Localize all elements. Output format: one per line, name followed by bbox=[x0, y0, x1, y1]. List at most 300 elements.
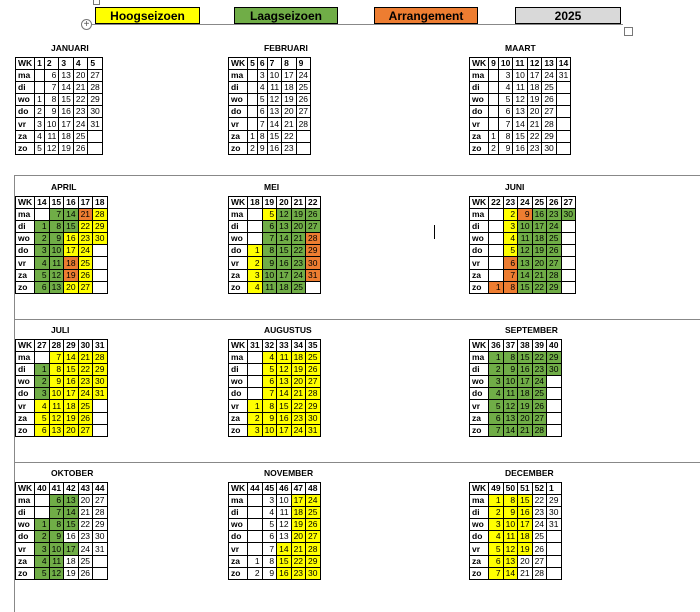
day-cell: 1 bbox=[248, 400, 262, 412]
day-cell: 12 bbox=[44, 142, 58, 154]
day-cell: 11 bbox=[267, 82, 281, 94]
day-cell: 26 bbox=[73, 142, 87, 154]
day-cell: 21 bbox=[518, 567, 532, 579]
day-cell: 10 bbox=[503, 376, 517, 388]
day-cell: 31 bbox=[93, 543, 107, 555]
day-cell: 18 bbox=[527, 82, 541, 94]
day-cell: 7 bbox=[49, 209, 63, 221]
day-label: za bbox=[16, 555, 35, 567]
day-row bbox=[229, 209, 321, 221]
day-label: za bbox=[470, 269, 489, 281]
week-number: 46 bbox=[277, 483, 291, 495]
day-cell: 18 bbox=[282, 82, 296, 94]
week-number: 12 bbox=[527, 58, 541, 70]
day-label: vr bbox=[470, 400, 489, 412]
day-cell: 19 bbox=[527, 94, 541, 106]
day-row bbox=[229, 82, 311, 94]
day-cell: 28 bbox=[296, 118, 310, 130]
day-label: do bbox=[16, 388, 35, 400]
day-cell: 27 bbox=[547, 257, 561, 269]
day-label: ma bbox=[16, 209, 35, 221]
day-cell: 26 bbox=[547, 245, 561, 257]
week-number: 43 bbox=[78, 483, 92, 495]
day-cell: 27 bbox=[78, 281, 92, 293]
day-cell: 6 bbox=[35, 424, 49, 436]
day-label: za bbox=[16, 130, 35, 142]
day-cell: 4 bbox=[262, 507, 276, 519]
day-cell: 8 bbox=[49, 364, 63, 376]
month-table bbox=[15, 339, 108, 437]
day-label: do bbox=[470, 388, 489, 400]
day-cell: 26 bbox=[306, 209, 320, 221]
day-cell: 12 bbox=[513, 94, 527, 106]
day-cell: 26 bbox=[78, 567, 92, 579]
day-cell: 7 bbox=[498, 118, 512, 130]
day-cell: 11 bbox=[49, 257, 63, 269]
day-cell: 15 bbox=[277, 555, 291, 567]
day-cell: 9 bbox=[503, 364, 517, 376]
day-row bbox=[16, 70, 103, 82]
day-cell: 5 bbox=[262, 364, 276, 376]
day-cell: 23 bbox=[547, 209, 561, 221]
day-cell: 11 bbox=[518, 233, 532, 245]
week-number: 5 bbox=[88, 58, 102, 70]
day-cell bbox=[561, 233, 575, 245]
day-cell bbox=[248, 364, 262, 376]
day-row bbox=[229, 424, 321, 436]
day-label: vr bbox=[16, 400, 35, 412]
day-cell: 13 bbox=[59, 70, 73, 82]
day-row bbox=[470, 543, 562, 555]
day-row bbox=[229, 519, 321, 531]
day-cell: 9 bbox=[49, 531, 63, 543]
day-row bbox=[229, 118, 311, 130]
day-label: do bbox=[229, 106, 248, 118]
day-cell: 24 bbox=[532, 376, 546, 388]
week-header-label: WK bbox=[16, 197, 35, 209]
day-label: zo bbox=[229, 281, 248, 293]
day-cell: 13 bbox=[518, 257, 532, 269]
day-row bbox=[470, 70, 571, 82]
day-label: vr bbox=[229, 400, 248, 412]
day-row bbox=[229, 567, 321, 579]
day-cell: 11 bbox=[503, 388, 517, 400]
day-cell bbox=[489, 221, 503, 233]
day-label: vr bbox=[470, 543, 489, 555]
day-cell bbox=[248, 388, 262, 400]
day-label: vr bbox=[470, 257, 489, 269]
day-cell: 24 bbox=[78, 543, 92, 555]
day-row bbox=[229, 142, 311, 154]
day-cell: 6 bbox=[262, 376, 276, 388]
day-cell: 27 bbox=[542, 106, 556, 118]
week-number: 25 bbox=[532, 197, 546, 209]
day-row bbox=[229, 388, 321, 400]
day-cell bbox=[547, 376, 561, 388]
day-label: do bbox=[16, 106, 35, 118]
day-cell: 2 bbox=[35, 233, 49, 245]
day-cell: 22 bbox=[532, 281, 546, 293]
day-cell: 11 bbox=[49, 400, 63, 412]
day-cell: 14 bbox=[518, 269, 532, 281]
day-cell: 1 bbox=[35, 519, 49, 531]
day-cell: 7 bbox=[489, 424, 503, 436]
day-cell: 16 bbox=[267, 142, 281, 154]
day-cell: 7 bbox=[49, 507, 63, 519]
day-cell: 14 bbox=[64, 352, 78, 364]
day-cell: 29 bbox=[93, 364, 107, 376]
day-cell: 20 bbox=[291, 221, 305, 233]
day-cell: 23 bbox=[532, 507, 546, 519]
day-cell: 23 bbox=[291, 412, 305, 424]
day-cell: 12 bbox=[518, 245, 532, 257]
day-cell: 24 bbox=[306, 495, 320, 507]
day-cell: 25 bbox=[291, 281, 305, 293]
day-row bbox=[470, 209, 576, 221]
day-cell: 9 bbox=[44, 106, 58, 118]
day-cell: 29 bbox=[306, 400, 320, 412]
day-cell: 18 bbox=[291, 507, 305, 519]
month-title: DECEMBER bbox=[505, 468, 554, 478]
day-row bbox=[16, 567, 108, 579]
day-row bbox=[229, 543, 321, 555]
day-row bbox=[470, 245, 576, 257]
day-row bbox=[229, 281, 321, 293]
day-cell: 28 bbox=[306, 388, 320, 400]
day-cell: 30 bbox=[306, 412, 320, 424]
day-cell: 26 bbox=[532, 400, 546, 412]
day-cell: 24 bbox=[291, 424, 305, 436]
day-cell: 27 bbox=[306, 221, 320, 233]
week-number: 7 bbox=[267, 58, 281, 70]
day-cell: 14 bbox=[64, 507, 78, 519]
week-header-label: WK bbox=[229, 340, 248, 352]
row-divider-1 bbox=[14, 175, 700, 176]
day-row bbox=[470, 400, 562, 412]
day-label: wo bbox=[229, 233, 248, 245]
table-move-handle-icon[interactable]: + bbox=[81, 19, 92, 30]
table-resize-handle-icon[interactable] bbox=[624, 27, 633, 36]
day-row bbox=[16, 531, 108, 543]
day-cell: 21 bbox=[282, 118, 296, 130]
day-cell: 11 bbox=[49, 555, 63, 567]
day-cell: 31 bbox=[556, 70, 570, 82]
month-title: MEI bbox=[264, 182, 280, 192]
day-row bbox=[229, 94, 311, 106]
row-divider-2 bbox=[14, 319, 700, 320]
day-cell: 7 bbox=[49, 352, 63, 364]
day-row bbox=[470, 412, 562, 424]
day-row bbox=[16, 281, 108, 293]
day-cell: 5 bbox=[262, 209, 276, 221]
day-cell: 10 bbox=[49, 245, 63, 257]
day-cell: 6 bbox=[489, 555, 503, 567]
day-cell: 25 bbox=[532, 531, 546, 543]
day-cell: 15 bbox=[59, 94, 73, 106]
week-number: 11 bbox=[513, 58, 527, 70]
day-cell: 19 bbox=[64, 567, 78, 579]
day-cell: 1 bbox=[489, 281, 503, 293]
day-label: wo bbox=[16, 519, 35, 531]
day-cell bbox=[248, 233, 262, 245]
day-cell: 12 bbox=[503, 400, 517, 412]
day-cell: 7 bbox=[257, 118, 267, 130]
day-cell: 20 bbox=[64, 281, 78, 293]
day-row bbox=[16, 400, 108, 412]
day-row bbox=[229, 70, 311, 82]
legend-laagseizoen: Laagseizoen bbox=[234, 7, 338, 24]
day-cell: 18 bbox=[518, 388, 532, 400]
day-cell bbox=[248, 519, 262, 531]
day-cell: 8 bbox=[498, 130, 512, 142]
day-cell: 16 bbox=[518, 364, 532, 376]
day-row bbox=[16, 412, 108, 424]
day-cell: 19 bbox=[64, 412, 78, 424]
month-table bbox=[15, 482, 108, 580]
day-cell: 14 bbox=[59, 82, 73, 94]
day-cell: 6 bbox=[257, 106, 267, 118]
day-cell bbox=[248, 543, 262, 555]
week-number: 1 bbox=[35, 58, 45, 70]
day-row bbox=[470, 118, 571, 130]
day-cell: 8 bbox=[257, 130, 267, 142]
day-cell: 25 bbox=[306, 352, 320, 364]
week-number: 50 bbox=[503, 483, 517, 495]
day-cell: 12 bbox=[277, 209, 291, 221]
day-cell: 4 bbox=[498, 82, 512, 94]
week-header-label: WK bbox=[470, 483, 489, 495]
day-cell bbox=[93, 281, 107, 293]
day-cell: 4 bbox=[248, 281, 262, 293]
day-cell: 28 bbox=[532, 567, 546, 579]
day-cell: 2 bbox=[248, 412, 262, 424]
day-cell: 26 bbox=[78, 269, 92, 281]
day-cell: 3 bbox=[248, 269, 262, 281]
day-cell: 1 bbox=[35, 221, 49, 233]
week-number: 37 bbox=[503, 340, 517, 352]
day-cell: 6 bbox=[35, 281, 49, 293]
day-cell: 5 bbox=[262, 519, 276, 531]
day-cell: 23 bbox=[73, 106, 87, 118]
day-cell: 10 bbox=[513, 70, 527, 82]
day-cell bbox=[93, 400, 107, 412]
day-cell: 29 bbox=[306, 555, 320, 567]
day-cell: 26 bbox=[78, 412, 92, 424]
day-label: wo bbox=[229, 376, 248, 388]
day-cell: 25 bbox=[547, 233, 561, 245]
month-title: OKTOBER bbox=[51, 468, 94, 478]
day-cell: 11 bbox=[262, 281, 276, 293]
day-label: ma bbox=[470, 495, 489, 507]
day-cell: 27 bbox=[296, 106, 310, 118]
day-cell: 18 bbox=[518, 531, 532, 543]
day-cell: 1 bbox=[489, 130, 499, 142]
day-cell: 8 bbox=[503, 495, 517, 507]
day-cell: 2 bbox=[248, 142, 258, 154]
day-cell bbox=[248, 94, 258, 106]
day-cell: 31 bbox=[547, 519, 561, 531]
day-label: di bbox=[470, 221, 489, 233]
day-row bbox=[470, 130, 571, 142]
day-cell bbox=[561, 269, 575, 281]
day-row bbox=[470, 142, 571, 154]
day-cell: 14 bbox=[503, 567, 517, 579]
day-cell: 9 bbox=[49, 233, 63, 245]
day-label: wo bbox=[470, 519, 489, 531]
day-cell bbox=[88, 142, 102, 154]
day-cell: 3 bbox=[248, 424, 262, 436]
day-cell: 18 bbox=[277, 281, 291, 293]
day-cell: 6 bbox=[262, 221, 276, 233]
month-table bbox=[469, 57, 571, 155]
day-cell: 17 bbox=[277, 424, 291, 436]
day-label: vr bbox=[229, 543, 248, 555]
day-cell: 15 bbox=[513, 130, 527, 142]
day-label: wo bbox=[229, 94, 248, 106]
day-cell: 16 bbox=[277, 257, 291, 269]
day-cell: 10 bbox=[262, 424, 276, 436]
week-number: 40 bbox=[35, 483, 49, 495]
legend-year: 2025 bbox=[515, 7, 621, 24]
day-row bbox=[16, 424, 108, 436]
week-number: 38 bbox=[518, 340, 532, 352]
day-cell: 13 bbox=[277, 221, 291, 233]
day-cell: 30 bbox=[547, 507, 561, 519]
day-label: zo bbox=[229, 142, 248, 154]
day-cell: 10 bbox=[503, 519, 517, 531]
day-cell: 24 bbox=[291, 269, 305, 281]
day-label: vr bbox=[229, 118, 248, 130]
day-label: di bbox=[16, 507, 35, 519]
day-cell: 7 bbox=[262, 233, 276, 245]
day-cell: 29 bbox=[88, 94, 102, 106]
month-table bbox=[15, 196, 108, 294]
day-cell: 12 bbox=[503, 543, 517, 555]
day-cell bbox=[556, 106, 570, 118]
day-cell: 16 bbox=[513, 142, 527, 154]
day-cell: 10 bbox=[267, 70, 281, 82]
day-cell: 6 bbox=[498, 106, 512, 118]
day-cell: 7 bbox=[262, 388, 276, 400]
day-cell: 19 bbox=[291, 519, 305, 531]
day-cell bbox=[489, 209, 503, 221]
day-row bbox=[16, 245, 108, 257]
day-cell: 22 bbox=[73, 94, 87, 106]
day-cell: 13 bbox=[267, 106, 281, 118]
day-cell bbox=[93, 424, 107, 436]
day-cell bbox=[547, 424, 561, 436]
day-cell bbox=[547, 531, 561, 543]
day-cell: 7 bbox=[489, 567, 503, 579]
day-cell: 4 bbox=[489, 531, 503, 543]
day-row bbox=[16, 555, 108, 567]
day-cell bbox=[547, 412, 561, 424]
day-cell bbox=[248, 531, 262, 543]
day-cell: 3 bbox=[489, 519, 503, 531]
day-cell: 3 bbox=[262, 495, 276, 507]
day-cell: 28 bbox=[532, 424, 546, 436]
day-cell: 7 bbox=[262, 543, 276, 555]
day-cell: 17 bbox=[518, 376, 532, 388]
week-number: 44 bbox=[248, 483, 262, 495]
day-cell: 24 bbox=[296, 70, 310, 82]
day-cell: 7 bbox=[44, 82, 58, 94]
day-cell: 3 bbox=[35, 388, 49, 400]
day-cell: 9 bbox=[257, 142, 267, 154]
week-number: 14 bbox=[35, 197, 49, 209]
day-label: wo bbox=[16, 94, 35, 106]
day-cell: 8 bbox=[503, 352, 517, 364]
day-cell: 21 bbox=[73, 82, 87, 94]
day-row bbox=[470, 82, 571, 94]
day-cell: 1 bbox=[248, 245, 262, 257]
day-cell: 14 bbox=[503, 424, 517, 436]
day-cell: 21 bbox=[291, 543, 305, 555]
day-cell: 22 bbox=[78, 364, 92, 376]
day-row bbox=[229, 364, 321, 376]
day-cell: 3 bbox=[35, 245, 49, 257]
resize-handle-top[interactable] bbox=[93, 0, 100, 5]
week-number: 14 bbox=[556, 58, 570, 70]
day-cell: 15 bbox=[64, 519, 78, 531]
day-row bbox=[470, 567, 562, 579]
week-number: 5 bbox=[248, 58, 258, 70]
day-cell: 28 bbox=[542, 118, 556, 130]
day-cell: 26 bbox=[306, 364, 320, 376]
day-cell: 4 bbox=[489, 388, 503, 400]
day-cell: 13 bbox=[49, 281, 63, 293]
day-cell: 13 bbox=[513, 106, 527, 118]
day-row bbox=[470, 519, 562, 531]
day-label: ma bbox=[470, 352, 489, 364]
day-cell: 30 bbox=[88, 106, 102, 118]
week-header-label: WK bbox=[16, 340, 35, 352]
day-row bbox=[229, 106, 311, 118]
day-row bbox=[16, 352, 108, 364]
day-row bbox=[16, 118, 103, 130]
day-cell: 12 bbox=[49, 269, 63, 281]
day-label: di bbox=[470, 364, 489, 376]
day-cell: 8 bbox=[262, 245, 276, 257]
day-cell: 26 bbox=[306, 519, 320, 531]
week-number: 51 bbox=[518, 483, 532, 495]
day-cell: 25 bbox=[532, 388, 546, 400]
day-cell: 3 bbox=[498, 70, 512, 82]
day-label: zo bbox=[470, 142, 489, 154]
day-cell bbox=[248, 82, 258, 94]
day-cell: 8 bbox=[262, 555, 276, 567]
day-cell: 23 bbox=[527, 142, 541, 154]
week-number: 2 bbox=[44, 58, 58, 70]
day-row bbox=[229, 257, 321, 269]
day-cell: 9 bbox=[262, 567, 276, 579]
day-cell: 1 bbox=[489, 495, 503, 507]
day-cell: 2 bbox=[35, 531, 49, 543]
month-table bbox=[15, 57, 103, 155]
day-cell: 28 bbox=[547, 269, 561, 281]
day-cell bbox=[93, 269, 107, 281]
day-cell: 16 bbox=[64, 376, 78, 388]
week-number: 31 bbox=[93, 340, 107, 352]
day-cell: 4 bbox=[35, 130, 45, 142]
day-label: vr bbox=[16, 543, 35, 555]
day-cell: 5 bbox=[35, 567, 49, 579]
day-label: wo bbox=[16, 233, 35, 245]
day-label: zo bbox=[16, 281, 35, 293]
week-header-label: WK bbox=[229, 483, 248, 495]
day-cell: 30 bbox=[93, 531, 107, 543]
day-cell bbox=[35, 209, 49, 221]
